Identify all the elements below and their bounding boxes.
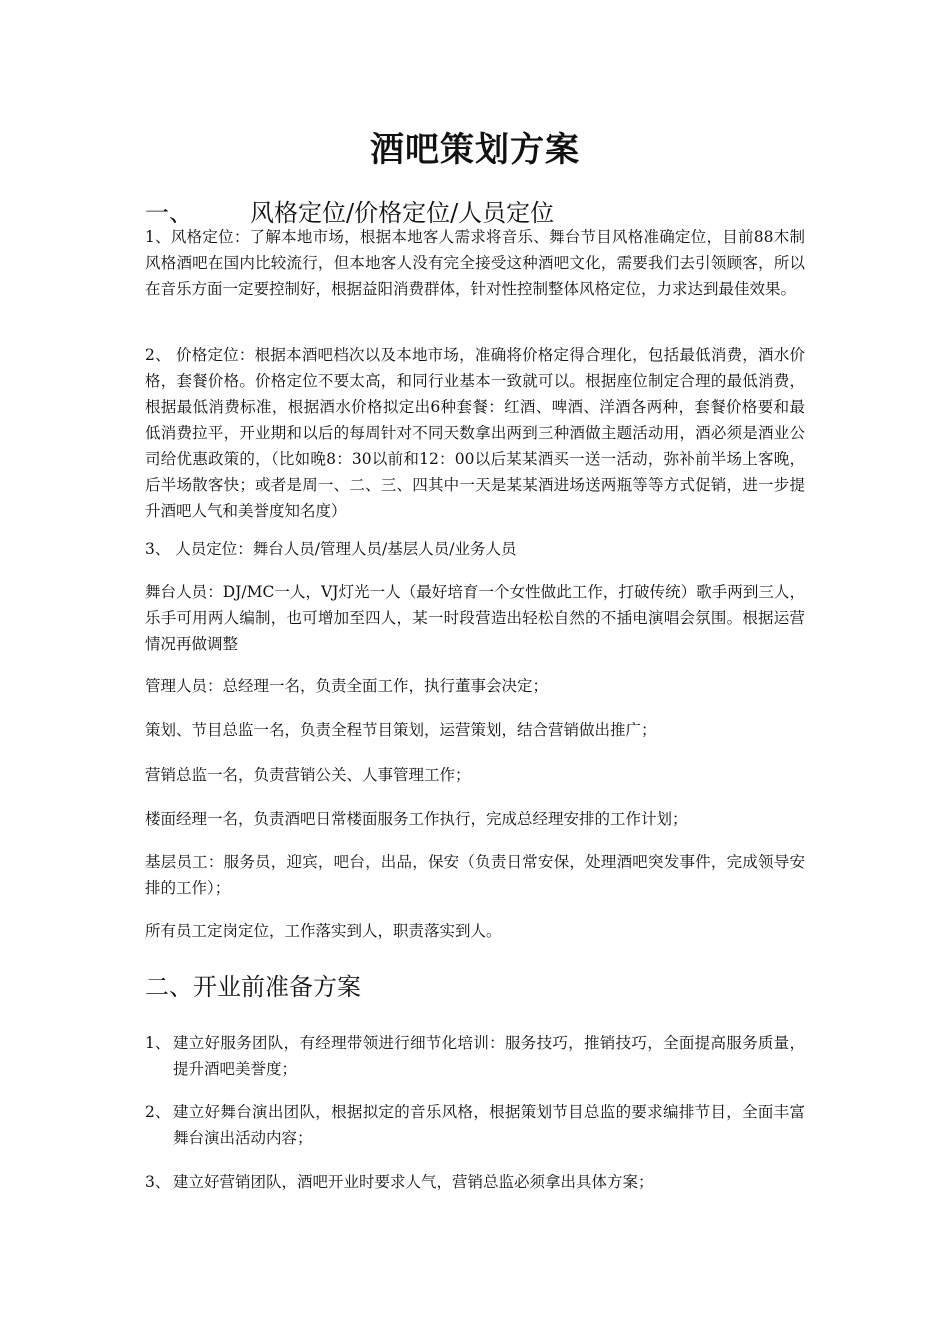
paragraph-all-staff: 所有员工定岗定位，工作落实到人，职责落实到人。	[145, 922, 502, 940]
list-item-text: 建立好营销团队，酒吧开业时要求人气，营销总监必须拿出具体方案；	[173, 1173, 654, 1191]
paragraph-program-director: 策划、节目总监一名，负责全程节目策划，运营策划，结合营销做出推广；	[145, 721, 657, 739]
list-item	[145, 1169, 805, 1195]
paragraph-stage-staff: 舞台人员：DJ/MC一人，VJ灯光一人（最好培育一个女性做此工作，打破传统）歌手两到三人，乐手可用两人编制，也可增加至四人，某一时段营造出轻松自然的不插电演唱会氛围。根据运营情况再做调整	[145, 583, 805, 653]
section1-number: 一、	[145, 199, 193, 227]
document-title: 酒吧策划方案	[370, 130, 580, 170]
paragraph-marketing-director: 营销总监一名，负责营销公关、人事管理工作；	[145, 766, 471, 784]
section1-title: 风格定位/价格定位/人员定位	[250, 199, 555, 227]
list-item-number: 3、	[145, 1173, 171, 1191]
list-item-text: 建立好服务团队，有经理带领进行细节化培训：服务技巧，推销技巧，全面提高服务质量，提升酒吧美誉度；	[173, 1034, 805, 1078]
paragraph-floor-manager: 楼面经理一名，负责酒吧日常楼面服务工作执行，完成总经理安排的工作计划；	[145, 810, 688, 828]
paragraph-management: 管理人员：总经理一名，负责全面工作，执行董事会决定；	[145, 677, 549, 695]
list-item-number: 1、	[145, 1034, 171, 1052]
section2-heading: 二、开业前准备方案	[145, 973, 361, 1001]
list-item-text: 建立好舞台演出团队，根据拟定的音乐风格，根据策划节目总监的要求编排节目，全面丰富舞台演出活动内容；	[173, 1103, 805, 1147]
paragraph-price-positioning: 2、 价格定位：根据本酒吧档次以及本地市场，准确将价格定得合理化，包括最低消费，酒水价格，套餐价格。价格定位不要太高，和同行业基本一致就可以。根据座位制定合理的最低消费，根据最低消费标准，根据酒水价格拟定出6种套餐：红酒、啤酒、洋酒各两种，套餐价格要和最低消费拉平，开业期和以后的每周针对不同天数拿出两到三种酒做主题活动用，酒必须是酒业公司给优惠政策的，（比如晚8：30以前和12：00以后某某酒买一送一活动，弥补前半场上客晚，后半场散客快；或者是周一、二、三、四其中一天是某某酒进场送两瓶等等方式促销，进一步提升酒吧人气和美誉度知名度）	[145, 346, 805, 520]
paragraph-basic-staff: 基层员工：服务员，迎宾，吧台，出品，保安（负责日常安保，处理酒吧突发事件，完成领导安排的工作）；	[145, 853, 805, 897]
list-item-number: 2、	[145, 1103, 171, 1121]
list-item	[145, 1030, 805, 1082]
paragraph-style-positioning: 1、风格定位：了解本地市场，根据本地客人需求将音乐、舞台节目风格准确定位，目前88木制风格酒吧在国内比较流行，但本地客人没有完全接受这种酒吧文化，需要我们去引领顾客，所以在音乐方面一定要控制好，根据益阳消费群体，针对性控制整体风格定位，力求达到最佳效果。	[145, 228, 805, 298]
paragraph-staff-positioning: 3、 人员定位：舞台人员/管理人员/基层人员/业务人员	[145, 540, 517, 558]
list-item	[145, 1099, 805, 1151]
